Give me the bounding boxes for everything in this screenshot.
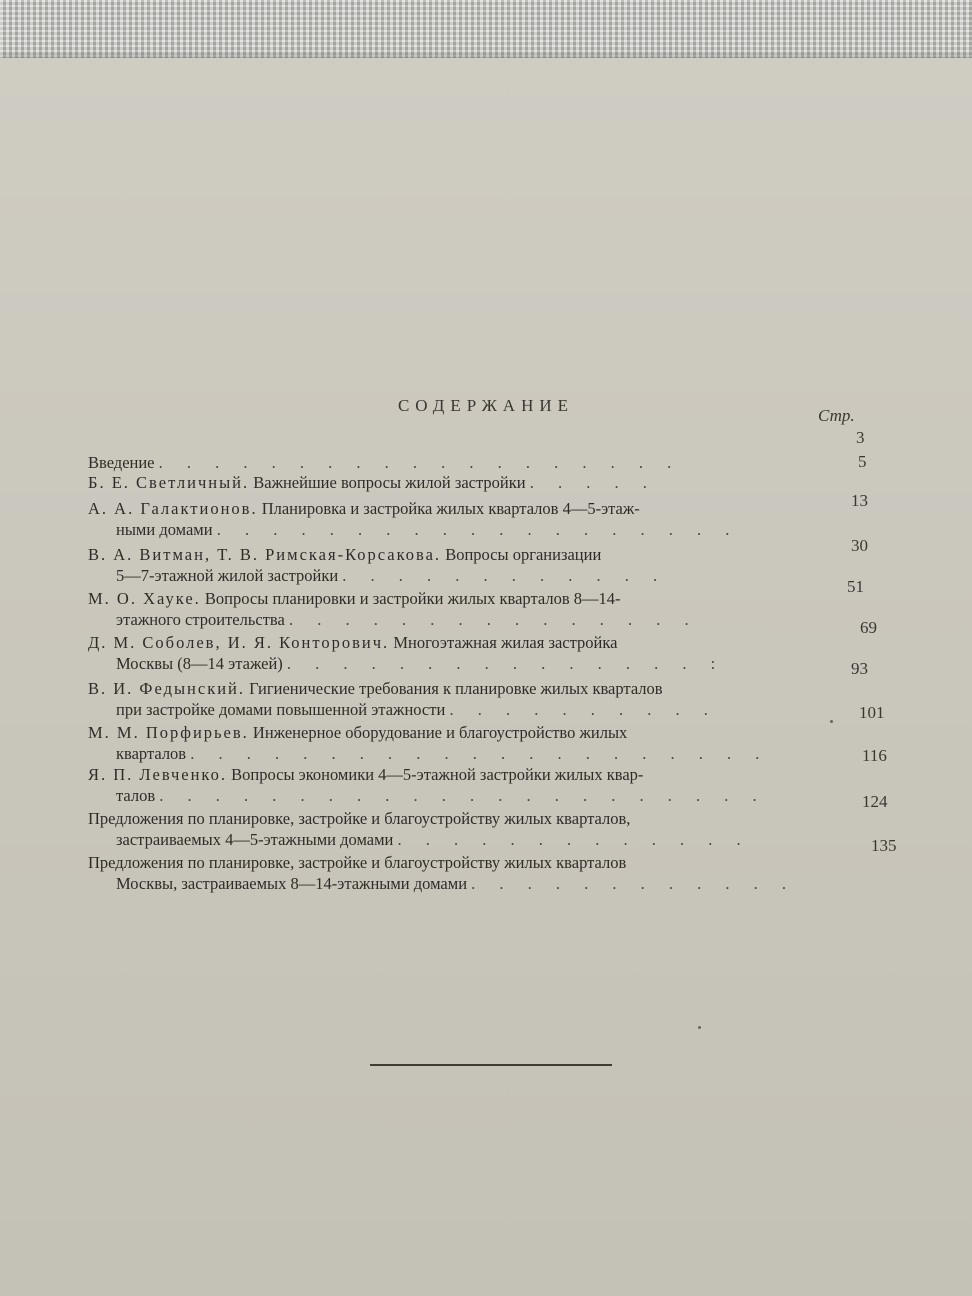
entry-author: М. О. Хауке. [88,589,201,608]
toc-entry [88,452,818,473]
entry-page-number: 30 [851,536,868,555]
entry-author: А. А. Галактионов. [88,499,258,518]
toc-entry [88,808,818,850]
entry-page-number: 3 [856,428,865,447]
leader-dots: . . . . . . . . . . . . . . . . . . . . . . [159,786,767,805]
entry-title: Вопросы экономики 4—5-этажной застройки жилых квар- [231,765,644,784]
paper-speck [830,720,833,723]
page-column-label: Стр. [818,406,855,425]
entry-title: Предложения по планировке, застройке и благоустройству жилых кварталов, [88,809,631,828]
toc-entry [88,678,818,720]
leader-dots: . . . . . . . . . . [449,700,718,719]
leader-dots: . . . . . . . . . . . . [342,566,668,585]
entry-title-continued: Москвы, застраиваемых 8—14-этажными домами [116,874,468,893]
entry-title: Вопросы организации [445,545,602,564]
paper-speck [698,1026,701,1029]
entry-page-number: 5 [858,452,867,471]
entry-page-number: 93 [851,659,868,678]
entry-page-number: 135 [871,836,897,855]
entry-title-continued: ными домами [116,520,213,539]
book-page [0,58,972,1296]
leader-dots: . . . . . . . . . . . . [471,874,797,893]
entry-title-continued: этажного строительства [116,610,285,629]
leader-dots: . . . . . . . . . . . . . . . . . . . [216,520,740,539]
leader-dots: . . . . . . . . . . . . . . . . . . . [158,453,682,472]
leader-dots: . . . . . [529,473,657,492]
closing-rule [370,1064,612,1066]
entry-title: Гигиенические требования к планировке жилых кварталов [249,679,663,698]
leader-dots: . . . . . . . . . . . . . . . [288,610,699,629]
entry-title: Инженерное оборудование и благоустройство жилых [252,723,628,742]
entry-page-number: 13 [851,491,868,510]
entry-page-number: 116 [862,746,887,765]
toc-entry [88,588,818,630]
toc-heading: СОДЕРЖАНИЕ [397,396,575,415]
entry-title: Важнейшие вопросы жилой застройки [253,473,526,492]
entry-author: М. М. Порфирьев. [88,723,249,742]
entry-title-continued: кварталов [116,744,187,763]
entry-title-continued: Москвы (8—14 этажей) [116,654,283,673]
entry-page-number: 51 [847,577,864,596]
entry-page-number: 124 [862,792,888,811]
entry-title: Введение [88,453,155,472]
toc-entry [88,472,818,493]
entry-title: Планировка и застройка жилых кварталов 4—5-этаж- [261,499,640,518]
entry-page-number: 69 [860,618,877,637]
entry-author: В. И. Федынский. [88,679,245,698]
toc-entry [88,722,818,764]
entry-title: Предложения по планировке, застройке и благоустройству жилых кварталов [88,853,627,872]
entry-title-continued: 5—7-этажной жилой застройки [116,566,339,585]
entry-page-number: 101 [859,703,885,722]
entry-title-continued: застраиваемых 4—5-этажными домами [116,830,394,849]
toc-entry [88,632,818,674]
entry-title-continued: при застройке домами повышенной этажности [116,700,446,719]
toc-entry [88,498,818,540]
leader-dots: . . . . . . . . . . . . . . . . . . . . . [190,744,770,763]
entry-author: Б. Е. Светличный. [88,473,250,492]
toc-entry [88,764,818,806]
entry-title: Вопросы планировки и застройки жилых кварталов 8—14- [204,589,621,608]
leader-dots: . . . . . . . . . . . . . [397,830,751,849]
leader-dots: . . . . . . . . . . . . . . . : [286,654,726,673]
entry-title: Многоэтажная жилая застройка [393,633,618,652]
entry-author: Я. П. Левченко. [88,765,227,784]
toc-entry [88,544,818,586]
entry-author: В. А. Витман, Т. В. Римская-Корсакова. [88,545,442,564]
entry-title-continued: талов [116,786,156,805]
entry-author: Д. М. Соболев, И. Я. Конторович. [88,633,390,652]
toc-entry [88,852,818,894]
